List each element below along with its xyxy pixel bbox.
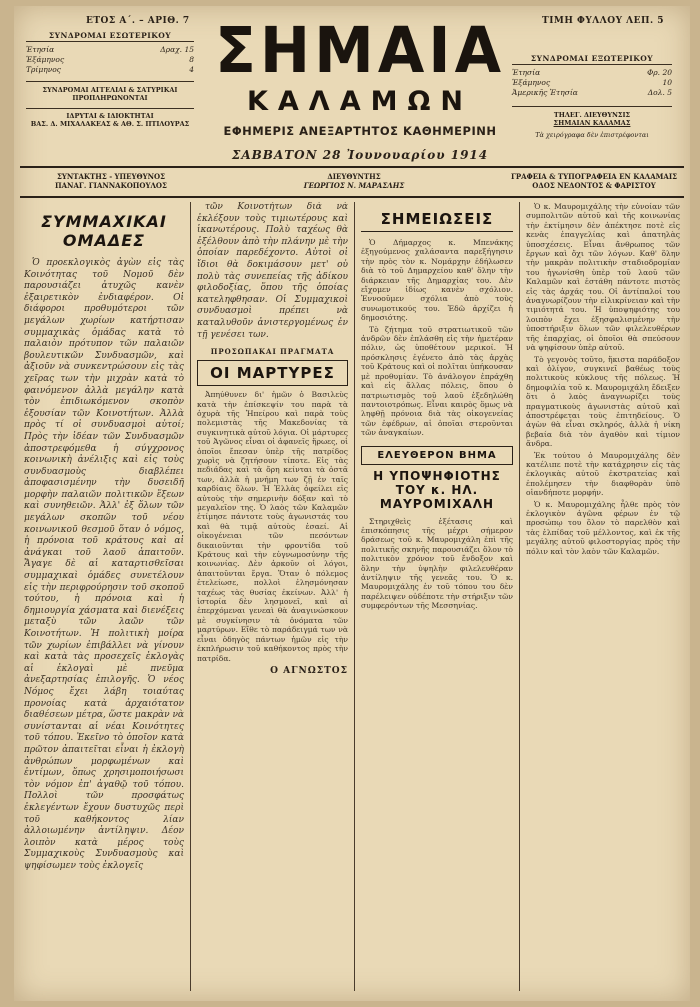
col3-box-title: ΕΛΕΥΘΕΡΟΝ ΒΗΜΑ bbox=[361, 446, 513, 465]
director-name: ΓΕΩΡΓΙΟΣ Ν. ΜΑΡΑΣΛΗΣ bbox=[303, 181, 405, 190]
right-box-row: Ἑξάμηνος 10 bbox=[512, 78, 672, 87]
col3-body: Ὁ Δήμαρχος κ. Μπενάκης ἐξηγούμενος χαλάσαντα παρεξήγησιν τὴν πρὸς τὸν κ. Νομάρχην ἐδήλωσεν διὰ τὸ τοῦ Δημαρχείου καθ' ὅλην τὴν διάρκειαν τῆς Δημαρχίας του. Δὲν εἴχομεν ἰδίως κανὲν σχόλιον. Ἐννοοῦμεν σχόλια ἀπὸ τοὺς συνωμοτικούς του. Ἐδῶ ἀρχίζει ἡ δημοσιότης. Τὸ ζήτημα τοῦ στρατιωτικοῦ τῶν ἀνδρῶν δὲν ἐπλάσθη εἰς τὴν ἡμετέραν πόλιν, ὡς ὑποθέτουν μερικοί. Ἡ πρόσκλησις ἐγένετο ἀπὸ τὰς ἀρχὰς τοῦ Κράτους καὶ οἱ πολῖται ὑπήκουσαν μὲ προθυμίαν. Τὸ ἀνάλογον ἐπράχθη καὶ εἰς ἄλλας πόλεις, ὅπου ὁ πατριωτισμὸς τοῦ λαοῦ ἐξεδηλώθη παντοιοτρόπως. Εἶναι καιρὸς ὅμως νὰ ληφθῇ πρόνοια διὰ τὰς οἰκογενείας τῶν ἐφέδρων, αἱ ὁποῖαι στεροῦνται τῶν ἀναγκαίων. bbox=[361, 238, 513, 438]
column-4 bbox=[526, 202, 680, 993]
masthead-tagline: ΕΦΗΜΕΡΙΣ ΑΝΕΞΑΡΤΗΤΟΣ ΚΑΘΗΜΕΡΙΝΗ bbox=[223, 124, 497, 138]
column-3 bbox=[361, 202, 513, 993]
price: ΤΙΜΗ ΦΥΛΛΟΥ ΛΕΠ. 5 bbox=[542, 16, 665, 26]
col3-body-2: Στηριχθεὶς ἐξέτασις καὶ ἐπισκόπησις τῆς μέχρι σήμερον δράσεως τοῦ κ. Μαυρομιχάλη ἐπὶ τῆς πολιτικῆς σκηνῆς παρουσιάζει ὅλον τὸ πολιτικὸν χρόνον τοῦ ἔνδοξον καὶ ὅλην τὴν ὑψηλὴν φιλελευθέραν ἀντίληψιν τῆς γενεᾶς του. Ὁ κ. Μαυρομιχάλης ἐν τοῦ τόπου του δὲν παρέλειψεν οὐδέποτε τὴν στήριξιν τῶν συμφερόντων τῆς Μεσσηνίας. bbox=[361, 516, 513, 611]
col2-signature: Ο ΑΓΝΩΣΤΟΣ bbox=[270, 665, 348, 676]
offices-address: ΟΔΟΣ ΝΕΔΟΝΤΟΣ & ΦΑΡΙΣΤΟΥ bbox=[532, 181, 656, 190]
director-credit bbox=[234, 172, 474, 190]
left-box-note3: ΒΑΣ. Δ. ΜΙΧΑΛΑΚΕΑΣ & ΑΘ. Σ. ΠΤΙΛΟΥΡΑΣ bbox=[30, 120, 190, 128]
column-rule bbox=[190, 202, 191, 991]
masthead-rule bbox=[20, 166, 684, 168]
col3-headline: ΣΗΜΕΙΩΣΕΙΣ bbox=[361, 210, 513, 232]
year-issue: ΕΤΟΣ Α΄. – ΑΡΙΘ. 7 bbox=[86, 16, 190, 26]
right-box-heading: ΣΥΝΔΡΟΜΑΙ ΕΞΩΤΕΡΙΚΟΥ bbox=[512, 54, 672, 65]
right-box-note3: Τὰ χειρόγραφα δὲν ἐπιστρέφονται bbox=[535, 131, 649, 139]
right-box-note1: ΤΗΛΕΓ. ΔΙΕΥΘΥΝΣΙΣ bbox=[512, 106, 672, 119]
col2-intro: τῶν Κοινοτήτων διὰ νὰ ἐκλέξουν τοὺς τιμιωτέρους καὶ ἱκανωτέρους. Πολὺ ταχέως θὰ ἐξέλθουν ἀπὸ τὴν πλάνην μὲ τὴν ὁποίαν παρεδέχοντο. Αὐτοὶ οἱ ἴδιοι θὰ δοκιμάσουν μετ' οὐ πολὺ τὰς συνεπείας τῆς ἀδίκου φιλοδοξίας, ὅπου τῆς ὁποίας κατεληφθησαν. Οἱ Συμμαχικοὶ συνδυασμοὶ πρέπει νὰ καταλυθοῦν ἀνιστεργομένως ἐν τῇ γενέσει των. bbox=[197, 202, 348, 340]
right-box-row: Ἀμερικῆς Ἐτησία Δολ. 5 bbox=[512, 88, 672, 97]
left-subscription-box bbox=[26, 31, 194, 128]
col2-section: ΠΡΟΣΩΠΑΚΑΙ ΠΡΑΓΜΑΤΑ bbox=[210, 347, 335, 357]
left-box-heading: ΣΥΝΔΡΟΜΑΙ ΕΣΩΤΕΡΙΚΟΥ bbox=[26, 31, 194, 42]
masthead-subtitle: ΚΑΛΑΜΩΝ bbox=[246, 86, 474, 117]
masthead-date: ΣΑΒΒΑΤΟΝ 28 Ἰουνουαρίου 1914 bbox=[231, 148, 489, 162]
col1-headline: ΣΥΜΜΑΧΙΚΑΙ ΟΜΑΔΕΣ bbox=[41, 212, 167, 250]
col3-box-sub1: Η ΥΠΟΨΗΦΙΟΤΗΣ bbox=[373, 468, 501, 483]
column-rule bbox=[354, 202, 355, 991]
staff-rule bbox=[20, 196, 684, 198]
masthead-title: ΣΗΜΑΙΑ bbox=[214, 14, 506, 88]
left-box-row: Ἑξάμηνος 8 bbox=[26, 55, 194, 64]
right-box-row: Ἐτησία Φρ. 20 bbox=[512, 68, 672, 77]
editor-credit bbox=[26, 172, 196, 190]
left-box-note1: ΣΥΝΔΡΟΜΑΙ ΑΓΓΕΛΙΑΙ & ΣΑΤΥΡΙΚΑΙ ΠΡΟΠΛΗΡΩΝΟΝΤΑΙ bbox=[26, 81, 194, 102]
left-box-row: Ἐτησία Δραχ. 15 bbox=[26, 45, 194, 54]
director-label: ΔΙΕΥΘΥΝΤΗΣ bbox=[327, 172, 381, 181]
editor-label: ΣΥΝΤΑΚΤΗΣ - ΥΠΕΥΘΥΝΟΣ bbox=[56, 172, 166, 181]
right-subscription-box bbox=[512, 54, 672, 139]
editor-name: ΠΑΝΑΓ. ΓΙΑΝΝΑΚΟΠΟΥΛΟΣ bbox=[55, 181, 167, 190]
column-1 bbox=[24, 202, 184, 993]
left-box-row: Τρίμηνος 4 bbox=[26, 65, 194, 74]
col2-headline: ΟΙ ΜΑΡΤΥΡΕΣ bbox=[197, 360, 348, 386]
newspaper-page bbox=[14, 6, 690, 1001]
left-box-note2: ΙΔΡΥΤΑΙ & ΙΔΙΟΚΤΗΤΑΙ bbox=[26, 108, 194, 120]
col2-body: Ἀπηύθυνεν δι' ἡμῶν ὁ Βασιλεὺς κατὰ τὴν ἐπίσκεψίν του παρὰ τὰ ὀχυρὰ τῆς Ἠπείρου καὶ παρὰ τοὺς πολεμιστὰς τῆς Μακεδονίας τὰ συγκινητικὰ αὐτοῦ λόγια. Οἱ μάρτυρες τοῦ Ἀγῶνος εἶναι οἱ ἀφανεῖς ἥρωες, οἱ ὁποῖοι ἔπεσαν ὑπὲρ τῆς πατρίδος χωρὶς νὰ ζητήσουν τίποτε. Εἰς τὰς πεδιάδας καὶ τὰ ὄρη κείνται τὰ ὀστᾶ των, ἀλλὰ ἡ μνήμη των ζῇ ἐν ταῖς καρδίαις ὅλων. Ἡ Ἑλλὰς ὀφείλει εἰς αὐτοὺς τὴν σημερινὴν δόξαν καὶ τὸ μεγαλεῖον της. Ὁ λαὸς τῶν Καλαμῶν ἐτίμησε πάντοτε τοὺς ἀγωνιστάς του καὶ θὰ τιμᾷ αὐτοὺς ἐσαεί. Αἱ οἰκογένειαι τῶν πεσόντων δικαιοῦνται τὴν φροντίδα τοῦ Κράτους καὶ τὴν εὐγνωμοσύνην τῆς κοινωνίας. Δὲν ἀρκοῦν οἱ λόγοι, ἀπαιτοῦνται ἔργα. Ὅταν ὁ πόλεμος ἐτελείωσε, πολλοὶ ἐλησμόνησαν ταχέως τὰς θυσίας ἐκείνων. Ἀλλ' ἡ ἱστορία δὲν λησμονεῖ, καὶ αἱ ἐπερχόμεναι γενεαὶ θὰ ἀναγινώσκουν μὲ συγκίνησιν τὰ ὀνόματα τῶν μαρτύρων. Εἴθε τὸ παράδειγμά των νὰ εἶναι ὁδηγὸς πάντων ἡμῶν εἰς τὴν ἐκπλήρωσιν τοῦ καθήκοντος πρὸς τὴν πατρίδα. bbox=[197, 390, 348, 663]
col3-box-sub2: ΤΟΥ κ. ΗΛ. ΜΑΥΡΟΜΙΧΑΛΗ bbox=[379, 482, 495, 511]
column-rule bbox=[519, 202, 520, 991]
column-2 bbox=[197, 202, 348, 993]
col4-body: Ὁ κ. Μαυρομιχάλης τὴν εὐνοίαν τῶν συμπολιτῶν αὐτοῦ καὶ τῆς κοινωνίας τὴν ἐκτίμησιν δὲν ἀπέκτησε ποτὲ εἰς κενὰς ἐπαγγελίας καὶ ἀπατηλὰς ὑποσχέσεις. Εἶναι ἄνθρωπος τῶν ἔργων καὶ ὄχι τῶν λόγων. Καθ' ὅλην τὴν μακρὰν πολιτικὴν σταδιοδρομίαν του ἠγωνίσθη ὑπὲρ τοῦ λαοῦ τῶν Καλαμῶν καὶ ἐστάθη πάντοτε πιστὸς εἰς τὰς ἀρχάς του. Οἱ ἀντίπαλοί του ἀναγνωρίζουν τὴν εἰλικρίνειαν καὶ τὴν τιμιότητά του. Ἡ ὑποψηφιότης του λοιπὸν ἔχει ἐξησφαλισμένην τὴν ὑποστήριξιν ὅλων τῶν φιλελευθέρων τῆς ἐπαρχίας, οἱ ὁποῖοι θὰ σπεύσουν νὰ ψηφίσουν ὑπὲρ αὐτοῦ. Τὸ γεγονὸς τοῦτο, ἥκιστα παράδοξον καὶ ὀλίγον, συγκινεῖ βαθέως τοὺς πολιτικοὺς κύκλους τῆς πόλεως. Ἡ δημοφιλία τοῦ κ. Μαυρομιχάλη ἔδειξεν ὅτι ὁ λαὸς ἀναγνωρίζει τοὺς πραγματικοὺς ἀγωνιστὰς αὐτοῦ καὶ ἀποστρέφεται τοὺς ἐπιτηδείους. Ὁ ἀγὼν θὰ εἶναι σκληρός, ἀλλὰ ἡ νίκη βεβαία διὰ τὸν ἀγαθὸν καὶ τίμιον ἄνδρα. Ἐκ τούτου ὁ Μαυρομιχάλης δὲν κατέλιπε ποτὲ τὴν κατάχρησιν εἰς τὰς ἐκλογικὰς αὐτοῦ ἐκστρατείας καὶ ἐπολέμησεν τὴν διαφθορὰν ὑπὸ οἱανδήποτε μορφήν. Ὁ κ. Μαυρομιχάλης ἦλθε πρὸς τὸν ἐκλογικὸν ἀγῶνα φέρων ἐν τῷ προσώπῳ του ὅλον τὸ παρελθὸν καὶ τὰς ἐλπίδας τοῦ μέλλοντος, καὶ ἐκ τῆς μεγάλης αὐτοῦ φιλοστοργίας πρὸς τὴν πόλιν καὶ τὸν λαὸν τῶν Καλαμῶν. bbox=[526, 202, 680, 556]
offices-label: ΓΡΑΦΕΙΑ & ΤΥΠΟΓΡΑΦΕΙΑ ΕΝ ΚΑΛΑΜΑΙΣ bbox=[510, 172, 678, 181]
col1-body: Ὁ προεκλογικὸς ἀγὼν εἰς τὰς Κοινότητας τοῦ Νομοῦ δὲν παρουσιάζει ἀτυχῶς κανὲν ἐξαιρετικὸν ἐνδιαφέρον. Οἱ διάφοροι προθυμότεροι τῶν μεγάλων χωρίων κατήρτισαν συμμαχικὰς ὁμάδας κατὰ τὸ παλαιὸν πρότυπον τῶν παλαιῶν βουλευτικῶν Συνδυασμῶν, καὶ ἀξιοῦν νὰ συνκεντρώσουν εἰς τὰς χεῖρας των τὴν μιχρὰν κατὰ τὸ φαινόμενον ἀλλὰ μεγάλην κατὰ τὸν ἐπιδιωκόμενον σκοπὸν ἐξουσίαν τῶν Κοινοτήτων. Ἀλλὰ πρὸς τί οἱ συνδυασμοὶ αὐτοί; Πρὸς τὴν ἰδέαν τῶν Συνδυασμῶν ἀποστρεφόμεθα ἡ σύγχρονος κοινωνικὴ ἀνέλιξις καὶ εἰς τοὺς συνδυασμοὺς διαβλέπει ἀποφασισμένην τὴν δυσειδῆ μορφὴν παλαιῶν πολιτικῶν ἕξεων καὶ συνηθειῶν. Ἀλλ' ἐξ ὅλων τῶν μεγάλων σκοπῶν τοῦ νέου κοινωνικοῦ θεσμοῦ ὅταν ὁ νόμος, ἡ πρόνοια τοῦ κράτους καὶ αἱ ἀνάγκαι τοῦ λαοῦ ἀπαιτοῦν. Ἄγαγε δὲ αἱ καταρτισθεῖσαι συμμαχικαὶ ὁμάδες συνετέλουν εἰς τὴν περιφρούρησιν τοῦ σκοποῦ τούτου, ἡ πρόνοια καὶ ἡ δημιουργία χάσματα καὶ διενέξεις μεταξὺ τῶν λαῶν τῶν Κοινοτήτων. Ἡ πολιτικὴ μοίρα τῶν χωρίων ἐπιβάλλει νὰ γίνουν καὶ κατὰ τὰς προσεχεῖς ἐκλογὰς αἱ ἐκλογαὶ μὲ πνεῦμα ἀνεξαρτησίας ἐπιλογῆς. Ὁ νέος Νόμος ἔχει λάβη τοιαύτας προνοίας κατὰ ἀρχαιότατον διαθέσεων μέτρα, ὥστε μακρὰν νὰ συνίστανται αἱ νέαι Κοινότητες τοῦ τόπου. Ἐκεῖνο τὸ ὁποῖον κατὰ πρῶτον ἀπαιτεῖται εἶναι ἡ ἐκλογὴ ἀνθρώπων μορφωμένων καὶ ἐντίμων, ὅπως χρησιμοποιήσωσι τὸν νόμον ἐπ' ἀγαθῷ τοῦ τόπου. Πολλοὶ τῶν προσφάτως ἐκλεγέντων ἔχουν δυστυχῶς περὶ τοῦ καθήκοντος λίαν ἀλλοιωμένην ἀντίληψιν. Δέον λοιπὸν κατὰ μέρος τοὺς Συμμαχικοὺς Συνδυασμοὺς καὶ ψηφίσωμεν τοὺς ἐκλογεῖς bbox=[24, 258, 184, 871]
offices-credit bbox=[506, 172, 682, 190]
right-box-note2: ΣΗΜΑΙΑΝ ΚΑΛΑΜΑΣ bbox=[553, 119, 631, 127]
